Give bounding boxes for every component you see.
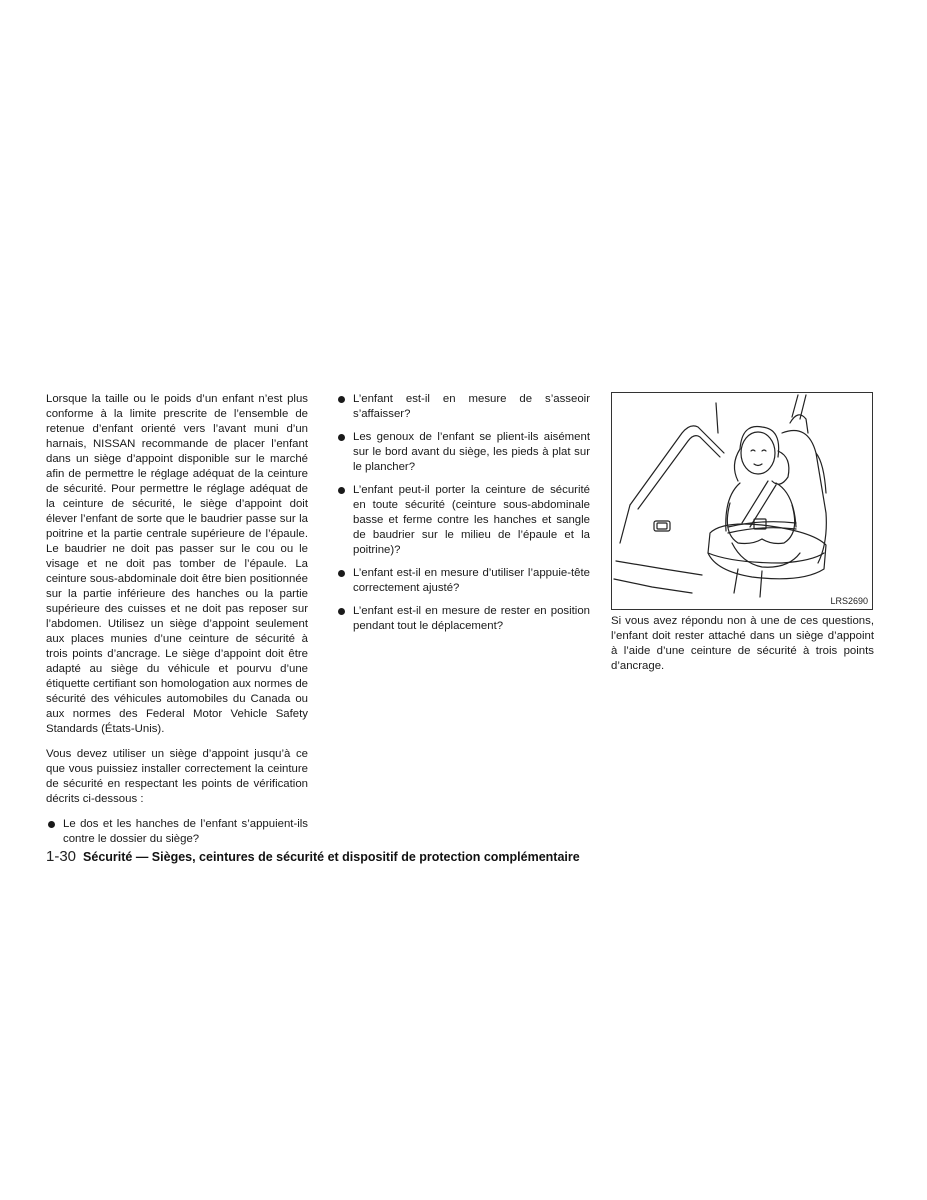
bullet-icon	[338, 396, 345, 403]
middle-column	[336, 392, 590, 642]
chapter-title: Sécurité — Sièges, ceintures de sécurité et dispositif de protection complémentaire	[83, 850, 580, 864]
checklist-item-text: L’enfant est-il en mesure d’utiliser l’appuie-tête correctement ajusté?	[353, 567, 590, 594]
checklist-intro-paragraph: Vous devez utiliser un siège d’appoint jusqu’à ce que vous puissiez installer correctement la ceinture de sécurité en respectant les points de vérification décrits ci-dessous :	[46, 748, 308, 805]
child-in-booster-seat-drawing	[612, 393, 872, 609]
bullet-icon	[48, 821, 55, 828]
checklist-item-text: Le dos et les hanches de l’enfant s’appuient-ils contre le dossier du siège?	[63, 818, 308, 845]
bullet-icon	[338, 487, 345, 494]
checklist-item-text: L’enfant peut-il porter la ceinture de sécurité en toute sécurité (ceinture sous-abdominale basse et ferme contre les hanches et sangle de baudrier sur le milieu de l’épaule et la poitrine)?	[353, 484, 590, 556]
conclusion-paragraph: Si vous avez répondu non à une de ces questions, l’enfant doit rester attaché dans un siège d’appoint à l’aide d’une ceinture de sécurité à trois points d’ancrage.	[611, 615, 874, 672]
bullet-icon	[338, 570, 345, 577]
left-column	[46, 392, 308, 855]
checklist-item-text: L’enfant est-il en mesure de s’asseoir s’affaisser?	[353, 393, 590, 420]
child-booster-seat-illustration	[611, 392, 873, 610]
checklist-item	[336, 604, 590, 634]
right-column	[611, 614, 874, 684]
checklist-item-text: Les genoux de l’enfant se plient-ils aisément sur le bord avant du siège, les pieds à plat sur le plancher?	[353, 431, 590, 473]
booster-seat-paragraph: Lorsque la taille ou le poids d’un enfant n’est plus conforme à la limite prescrite de l’ensemble de retenue d’enfant orienté vers l’avant muni d’un harnais, NISSAN recommande de placer l’enfant dans un siège d’appoint disponible sur le marché afin de permettre le réglage adéquat de la ceinture de sécurité. Pour permettre le réglage adéquat de la ceinture de sécurité, le siège d’appoint doit élever l’enfant de sorte que le baudrier passe sur la poitrine et la partie centrale supérieure de l’épaule. Le baudrier ne doit pas passer sur le cou ou le visage et ne doit pas tomber de l’épaule. La ceinture sous-abdominale doit être bien positionnée sur la partie inférieure des hanches ou la partie supérieure des cuisses et ne doit pas reposer sur l’abdomen. Utilisez un siège d’appoint seulement aux places munies d’une ceinture de sécurité à trois points d’ancrage. Le siège d’appoint doit être adapté au siège du véhicule et pourvu d’une étiquette certifiant son homologation aux normes de sécurité des véhicules automobiles du Canada ou aux normes des Federal Motor Vehicle Safety Standards (États-Unis).	[46, 393, 308, 735]
checklist-list-middle	[336, 392, 590, 634]
checklist-item	[46, 817, 308, 847]
page-number: 1-30	[46, 848, 77, 865]
checklist-item	[336, 483, 590, 558]
checklist-item	[336, 392, 590, 422]
bullet-icon	[338, 608, 345, 615]
page-footer	[46, 848, 876, 866]
figure-code-label: LRS2690	[830, 596, 868, 606]
checklist-item-text: L’enfant est-il en mesure de rester en position pendant tout le déplacement?	[353, 605, 590, 632]
checklist-item	[336, 566, 590, 596]
checklist-list-left	[46, 817, 308, 847]
bullet-icon	[338, 434, 345, 441]
checklist-item	[336, 430, 590, 475]
